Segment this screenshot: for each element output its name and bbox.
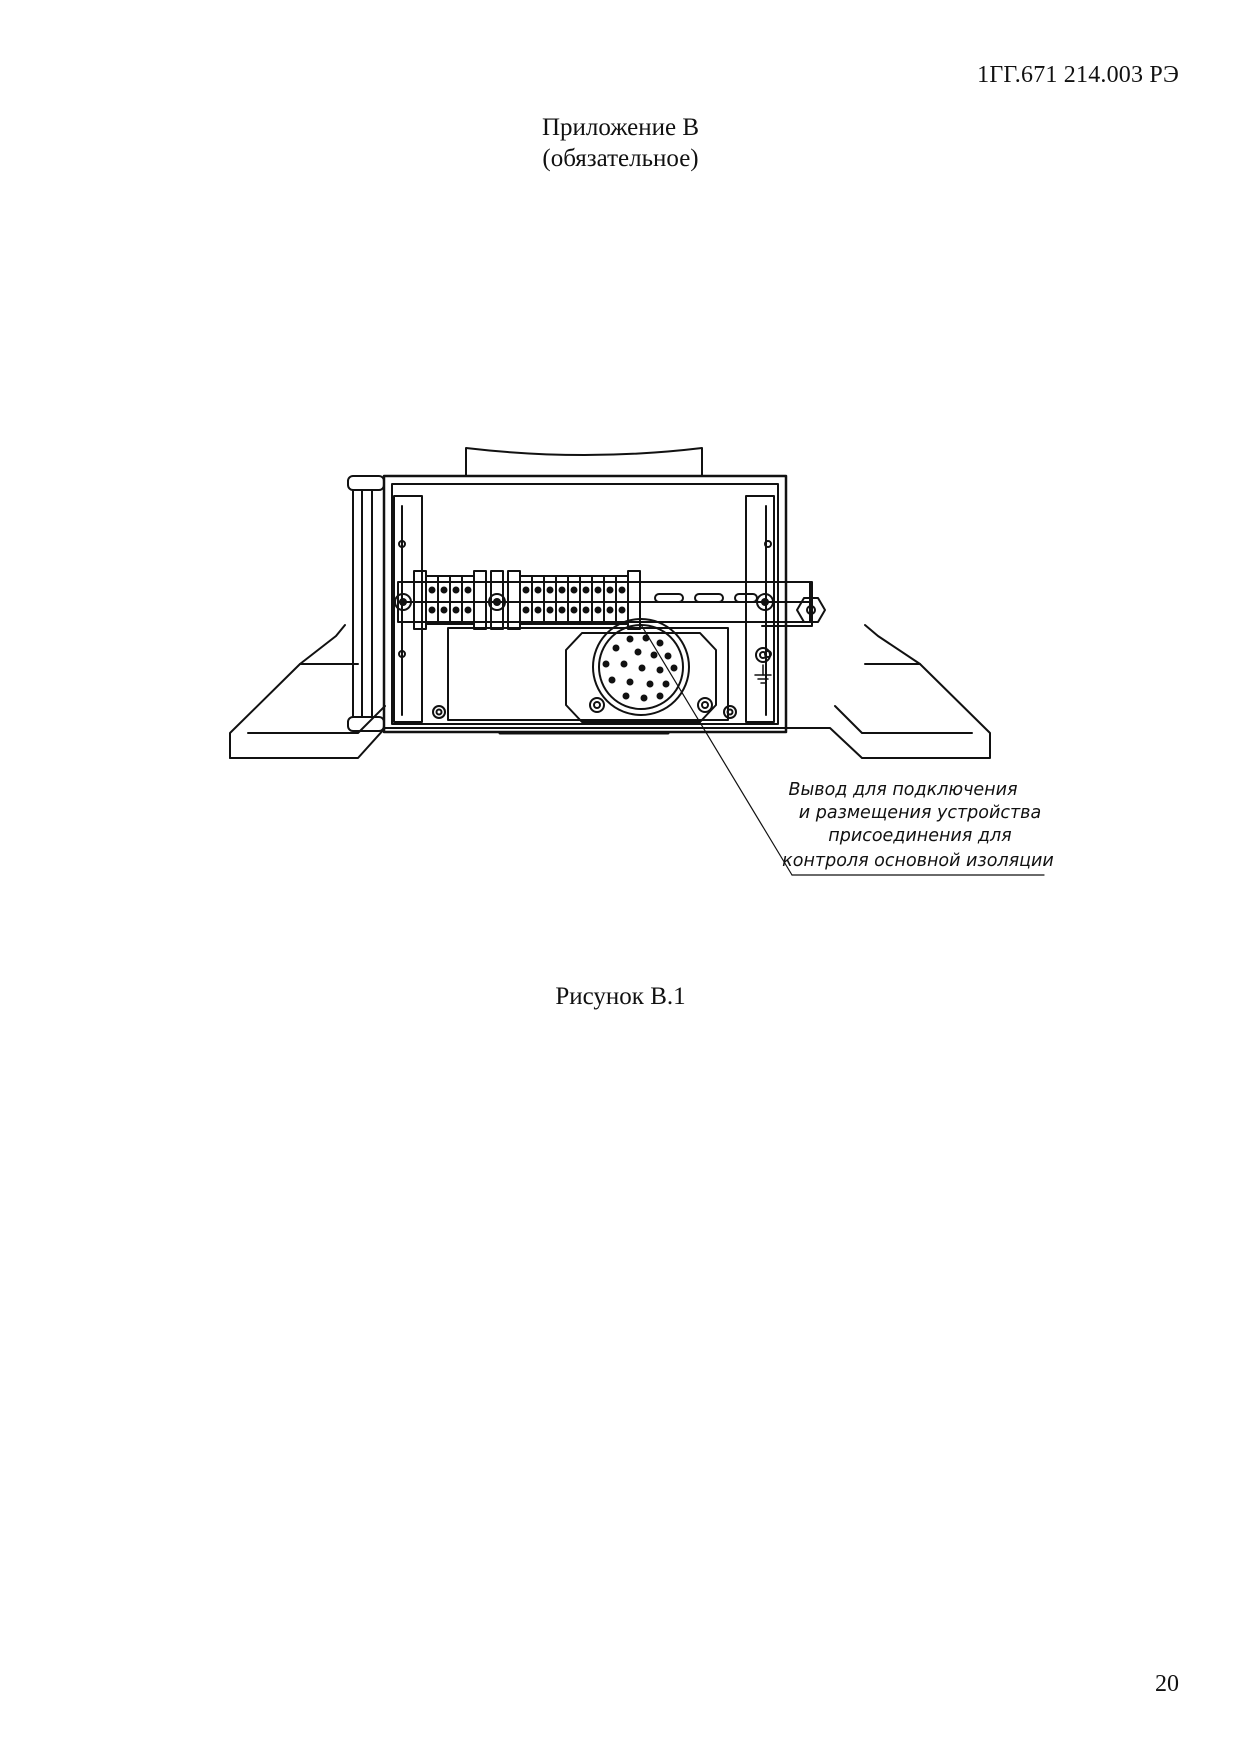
figure-caption: Рисунок В.1 bbox=[555, 983, 686, 1010]
appendix-status: (обязательное) bbox=[542, 145, 699, 172]
terminal-block-group-1 bbox=[414, 571, 505, 629]
document-code: 1ГГ.671 214.003 РЭ bbox=[977, 62, 1179, 88]
terminal-block-group-2 bbox=[508, 571, 640, 629]
callout-text bbox=[782, 780, 1054, 871]
enclosure bbox=[384, 476, 786, 732]
callout-line-4: контроля основной изоляции bbox=[782, 851, 1054, 871]
page-number: 20 bbox=[1155, 1671, 1179, 1697]
appendix-title: Приложение В bbox=[541, 114, 700, 141]
ground-terminal bbox=[755, 648, 771, 683]
callout-line-3: присоединения для bbox=[828, 826, 1012, 846]
top-cover bbox=[466, 448, 702, 476]
callout-line-2: и размещения устройства bbox=[798, 803, 1042, 823]
hinge bbox=[348, 476, 384, 731]
base-frame bbox=[230, 625, 990, 758]
callout-line-1: Вывод для подключения bbox=[788, 780, 1018, 800]
circular-connector bbox=[566, 619, 716, 722]
